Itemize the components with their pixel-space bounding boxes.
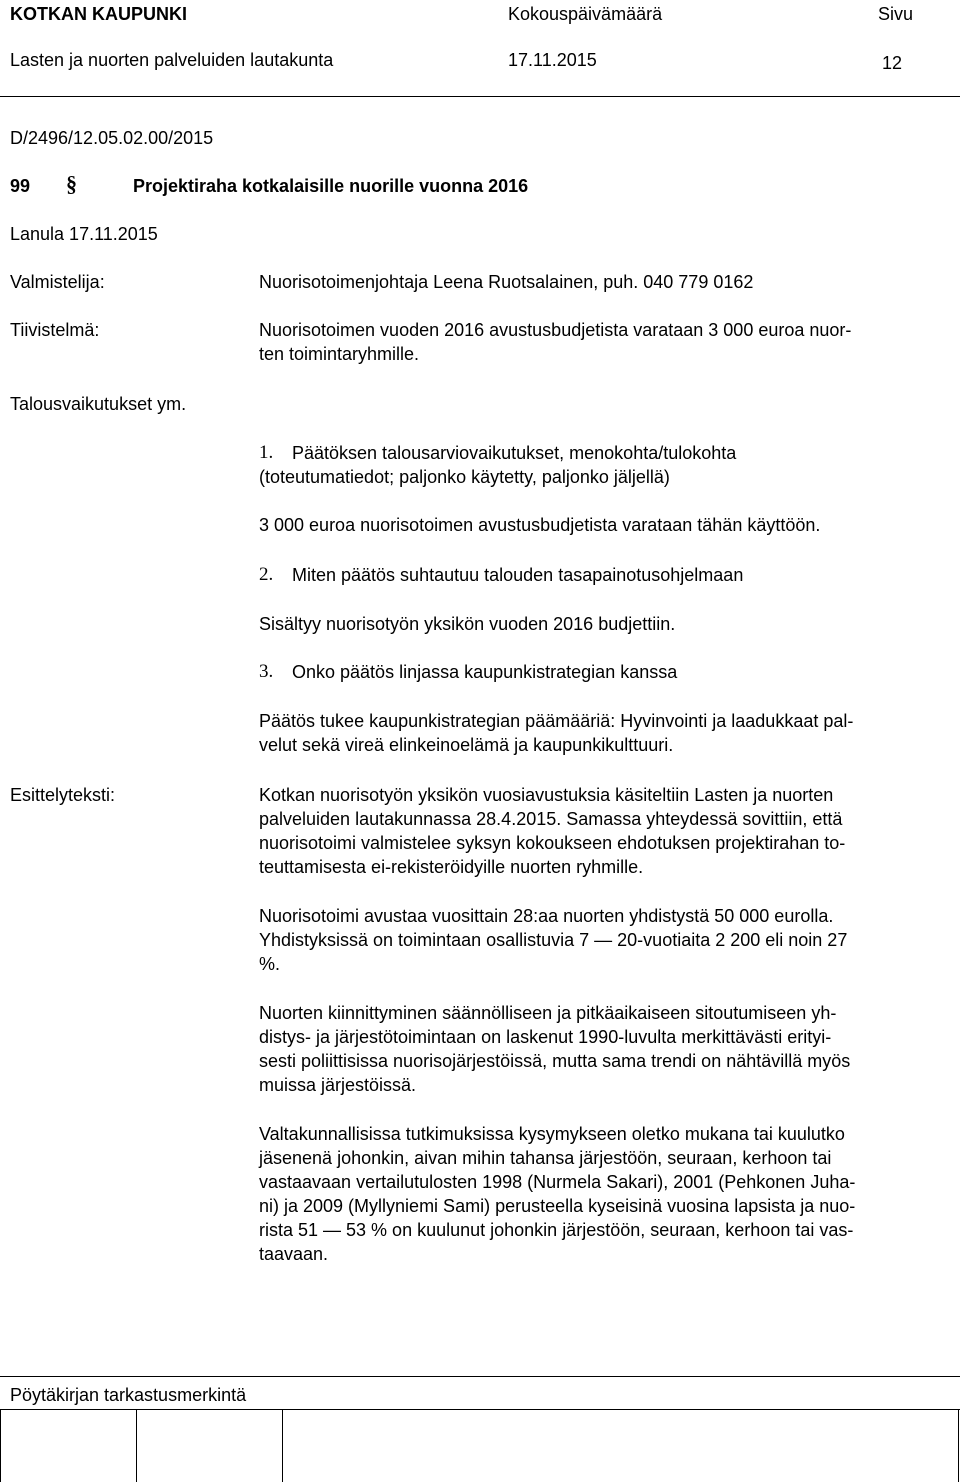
intro-paragraph-4-line: jäsenenä johonkin, aivan mihin tahansa järjestöön, seuraan, kerhoon tai (259, 1148, 832, 1168)
signature-cell-border (282, 1409, 283, 1482)
page-number: 12 (882, 53, 903, 73)
intro-paragraph-2-line: %. (259, 954, 281, 974)
author-date: Lanula 17.11.2015 (10, 224, 158, 244)
footer-label: Pöytäkirjan tarkastusmerkintä (10, 1385, 247, 1405)
intro-paragraph-4-line: rista 51 — 53 % on kuulunut johonkin järjestöön, seuraan, kerhoon tai vas- (259, 1220, 854, 1240)
question-2-number: 2. (259, 564, 274, 585)
item-title: Projektiraha kotkalaisille nuorille vuonna 2016 (133, 176, 529, 196)
org-name: KOTKAN KAUPUNKI (10, 4, 187, 24)
intro-paragraph-4-line: ni) ja 2009 (Myllyniemi Sami) perusteella kyseisinä vuosina lapsista ja nuo- (259, 1196, 856, 1216)
preparer-label: Valmistelija: (10, 272, 105, 292)
header-divider (0, 96, 960, 97)
answer-1: 3 000 euroa nuorisotoimen avustusbudjetista varataan tähän käyttöön. (259, 515, 821, 535)
intro-paragraph-3-line: Nuorten kiinnittyminen säännölliseen ja pitkäaikaiseen sitoutumiseen yh- (259, 1003, 837, 1023)
board-name: Lasten ja nuorten palveluiden lautakunta (10, 50, 334, 70)
intro-paragraph-1-line: Kotkan nuorisotyön yksikön vuosiavustuksia käsiteltiin Lasten ja nuorten (259, 785, 834, 805)
summary-line: ten toimintaryhmille. (259, 344, 420, 364)
intro-paragraph-4-line: Valtakunnallisissa tutkimuksissa kysymykseen oletko mukana tai kuulutko (259, 1124, 845, 1144)
question-1-number: 1. (259, 442, 274, 463)
footer-header-rule (0, 1409, 960, 1410)
answer-3-line: Päätös tukee kaupunkistrategian päämääriä: Hyvinvointi ja laadukkaat pal- (259, 711, 854, 731)
document-reference: D/2496/12.05.02.00/2015 (10, 128, 214, 148)
intro-paragraph-4-line: vastaavaan vertailutulosten 1998 (Nurmela Sakari), 2001 (Pehkonen Juha- (259, 1172, 856, 1192)
intro-paragraph-1-line: nuorisotoimi valmistelee syksyn kokoukseen ehdotuksen projektirahan to- (259, 833, 846, 853)
intro-paragraph-3-line: muissa järjestöissä. (259, 1075, 417, 1095)
item-number: 99 (10, 176, 31, 196)
signature-cell-border (0, 1409, 1, 1482)
preparer-value: Nuorisotoimenjohtaja Leena Ruotsalainen, puh. 040 779 0162 (259, 272, 754, 292)
section-symbol: § (66, 171, 77, 196)
intro-paragraph-4-line: taavaan. (259, 1244, 329, 1264)
question-1-line: Päätöksen talousarviovaikutukset, menokohta/tulokohta (292, 443, 737, 463)
finance-label: Talousvaikutukset ym. (10, 394, 187, 414)
question-1-line: (toteutumatiedot; paljonko käytetty, paljonko jäljellä) (259, 467, 670, 487)
summary-label: Tiivistelmä: (10, 320, 100, 340)
answer-3-line: velut sekä vireä elinkeinoelämä ja kaupunkikulttuuri. (259, 735, 674, 755)
page-label: Sivu (878, 4, 914, 24)
question-3: Onko päätös linjassa kaupunkistrategian kanssa (292, 662, 678, 682)
question-2: Miten päätös suhtautuu talouden tasapainotusohjelmaan (292, 565, 744, 585)
intro-paragraph-3-line: distys- ja järjestötoimintaan on laskenut 1990-luvulta merkittävästi erityi- (259, 1027, 832, 1047)
question-3-number: 3. (259, 661, 274, 682)
answer-2: Sisältyy nuorisotyön yksikön vuoden 2016 budjettiin. (259, 614, 676, 634)
footer-top-rule (0, 1376, 960, 1377)
summary-line: Nuorisotoimen vuoden 2016 avustusbudjetista varataan 3 000 euroa nuor- (259, 320, 852, 340)
signature-cell-border (136, 1409, 137, 1482)
date-label: Kokouspäivämäärä (508, 4, 663, 24)
intro-paragraph-3-line: sesti poliittisissa nuorisojärjestöissä, mutta sama trendi on nähtävillä myös (259, 1051, 851, 1071)
signature-cell-border (958, 1409, 959, 1482)
intro-paragraph-2-line: Nuorisotoimi avustaa vuosittain 28:aa nuorten yhdistystä 50 000 eurolla. (259, 906, 834, 926)
intro-paragraph-2-line: Yhdistyksissä on toimintaan osallistuvia 7 — 20-vuotiaita 2 200 eli noin 27 (259, 930, 848, 950)
meeting-date: 17.11.2015 (508, 50, 597, 70)
intro-paragraph-1-line: palveluiden lautakunnassa 28.4.2015. Samassa yhteydessä sovittiin, että (259, 809, 843, 829)
intro-paragraph-1-line: teuttamisesta ei-rekisteröidyille nuorten ryhmille. (259, 857, 644, 877)
intro-label: Esittelyteksti: (10, 785, 116, 805)
